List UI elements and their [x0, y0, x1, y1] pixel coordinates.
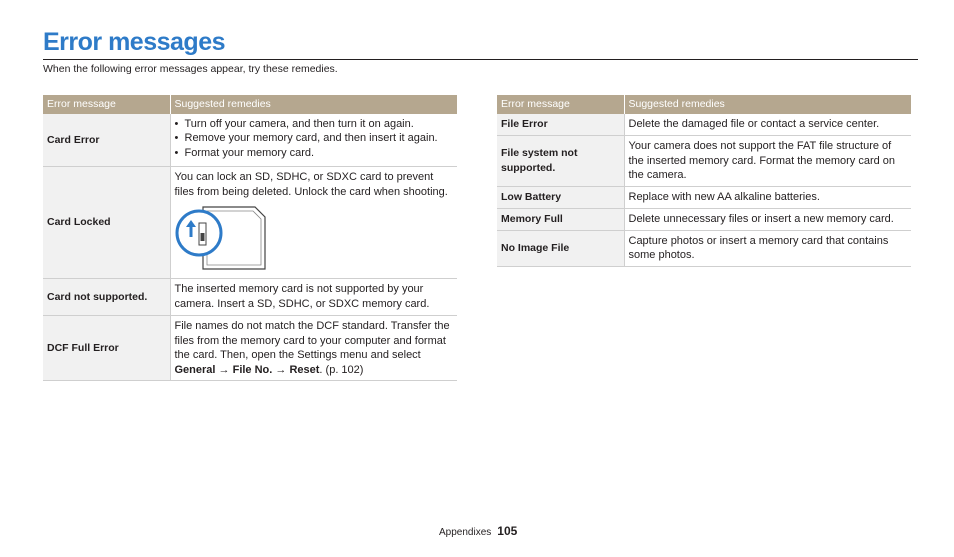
remedy-cell: The inserted memory card is not supported by your camera. Insert a SD, SDHC, or SDXC memory card. [170, 279, 457, 316]
remedy-cell: Your camera does not support the FAT file structure of the inserted memory card. Format the memory card on the camera. [624, 136, 911, 187]
error-message-cell: Memory Full [497, 208, 624, 230]
table-row [497, 186, 911, 208]
table-row [43, 167, 457, 279]
remedy-bullet-list [175, 117, 454, 161]
table-row [43, 316, 457, 381]
error-message-cell: File Error [497, 114, 624, 136]
header-error-message: Error message [43, 95, 170, 114]
sd-card-lock-switch-icon [175, 205, 267, 271]
error-message-cell: DCF Full Error [43, 316, 170, 381]
remedy-cell: Delete unnecessary files or insert a new memory card. [624, 208, 911, 230]
error-message-cell: No Image File [497, 230, 624, 266]
arrow-icon: → [275, 363, 287, 376]
remedy-cell: Capture photos or insert a memory card that contains some photos. [624, 230, 911, 266]
table-row [43, 114, 457, 167]
header-error-message: Error message [497, 95, 624, 114]
list-item: • Remove your memory card, and then insert it again. [185, 131, 454, 146]
error-message-cell: Card not supported. [43, 279, 170, 316]
header-suggested-remedies: Suggested remedies [624, 95, 911, 114]
menu-reset: Reset [289, 363, 320, 376]
page-number: 105 [497, 524, 518, 538]
error-message-cell: Card Locked [43, 167, 170, 279]
menu-general: General [174, 363, 216, 376]
remedy-cell [170, 167, 457, 279]
arrow-icon: → [218, 363, 230, 376]
page-title: Error messages [43, 28, 226, 56]
table-row [497, 114, 911, 136]
remedy-text: You can lock an SD, SDHC, or SDXC card to prevent files from being deleted. Unlock the card when shooting. [174, 171, 448, 198]
table-row [497, 208, 911, 230]
remedy-text: File names do not match the DCF standard. Transfer the files from the memory card to your computer and format the card. Then, open the Settings menu and select [174, 320, 450, 361]
intro-text: When the following error messages appear, try these remedies. [43, 63, 338, 75]
list-item: • Format your memory card. [185, 146, 454, 161]
table-row [497, 136, 911, 187]
title-divider [43, 59, 918, 60]
page-footer [439, 524, 517, 540]
table-header-row [43, 95, 457, 114]
error-table-right [497, 95, 911, 267]
footer-section: Appendixes [439, 527, 492, 538]
remedy-cell: Replace with new AA alkaline batteries. [624, 186, 911, 208]
remedy-cell [170, 114, 457, 167]
table-row [497, 230, 911, 266]
table-header-row [497, 95, 911, 114]
page-reference: . (p. 102) [319, 363, 364, 376]
error-message-cell: Card Error [43, 114, 170, 167]
header-suggested-remedies: Suggested remedies [170, 95, 457, 114]
list-item: • Turn off your camera, and then turn it on again. [185, 117, 454, 132]
error-message-cell: Low Battery [497, 186, 624, 208]
remedy-cell: Delete the damaged file or contact a service center. [624, 114, 911, 136]
remedy-cell [170, 316, 457, 381]
error-message-cell: File system not supported. [497, 136, 624, 187]
menu-file-no: File No. [232, 363, 273, 376]
table-row [43, 279, 457, 316]
error-table-left [43, 95, 457, 381]
